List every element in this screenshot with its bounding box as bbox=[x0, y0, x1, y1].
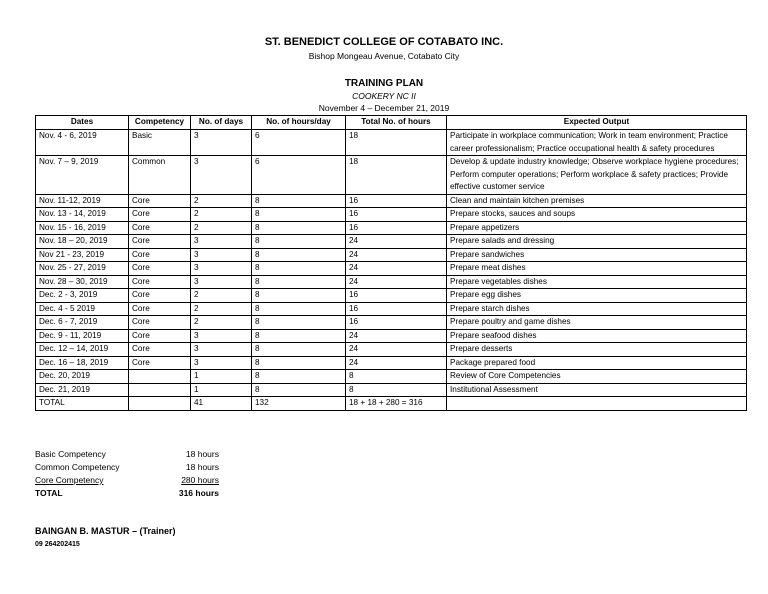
column-header-total-hours: Total No. of hours bbox=[346, 116, 447, 130]
table-row bbox=[36, 248, 747, 262]
days-cell: 1 bbox=[191, 383, 252, 397]
competency-cell: Core bbox=[129, 343, 191, 357]
table-row bbox=[36, 275, 747, 289]
date-cell: Dec. 12 – 14, 2019 bbox=[36, 343, 129, 357]
competency-cell: Core bbox=[129, 329, 191, 343]
total-hours-cell: 16 bbox=[346, 208, 447, 222]
days-cell: 3 bbox=[191, 343, 252, 357]
table-row bbox=[36, 130, 747, 156]
hours-per-day-cell: 8 bbox=[252, 329, 346, 343]
total-hours-cell: 24 bbox=[346, 329, 447, 343]
plan-period: November 4 – December 21, 2019 bbox=[318, 103, 450, 113]
plan-subtitle: COOKERY NC II bbox=[352, 91, 416, 101]
hours-per-day-cell: 8 bbox=[252, 316, 346, 330]
competency-cell: Core bbox=[129, 221, 191, 235]
table-row bbox=[36, 370, 747, 384]
date-cell: Dec. 9 - 11, 2019 bbox=[36, 329, 129, 343]
total-hours-cell: 24 bbox=[346, 262, 447, 276]
date-cell: Nov 21 - 23, 2019 bbox=[36, 248, 129, 262]
days-cell: 3 bbox=[191, 235, 252, 249]
hours-per-day-cell: 8 bbox=[252, 248, 346, 262]
date-cell: Dec. 6 - 7, 2019 bbox=[36, 316, 129, 330]
days-cell: 2 bbox=[191, 221, 252, 235]
hours-per-day-cell: 6 bbox=[252, 130, 346, 156]
table-row bbox=[36, 194, 747, 208]
hours-per-day-cell: 8 bbox=[252, 302, 346, 316]
summary-label: Core Competency bbox=[35, 475, 104, 485]
column-header-competency: Competency bbox=[129, 116, 191, 130]
expected-output-cell: Clean and maintain kitchen premises bbox=[447, 194, 747, 208]
days-cell: 3 bbox=[191, 262, 252, 276]
summary-value: 18 hours bbox=[185, 462, 219, 472]
total-hours-cell: 24 bbox=[346, 356, 447, 370]
summary-value: 18 hours bbox=[185, 449, 219, 459]
total-hours-cell: 16 bbox=[346, 194, 447, 208]
summary-label: Basic Competency bbox=[35, 449, 106, 459]
competency-cell bbox=[129, 370, 191, 384]
hours-per-day-cell: 6 bbox=[252, 156, 346, 195]
summary-label: Common Competency bbox=[35, 462, 120, 472]
competency-cell: Core bbox=[129, 302, 191, 316]
date-cell: Nov. 7 – 9, 2019 bbox=[36, 156, 129, 195]
days-cell: 41 bbox=[191, 397, 252, 411]
hours-per-day-cell: 8 bbox=[252, 262, 346, 276]
days-cell: 2 bbox=[191, 289, 252, 303]
table-row bbox=[36, 329, 747, 343]
competency-cell: Core bbox=[129, 356, 191, 370]
competency-cell: Core bbox=[129, 316, 191, 330]
column-header-days: No. of days bbox=[191, 116, 252, 130]
table-row bbox=[36, 235, 747, 249]
expected-output-cell: Prepare appetizers bbox=[447, 221, 747, 235]
summary-value: 280 hours bbox=[181, 475, 219, 485]
competency-cell: Core bbox=[129, 289, 191, 303]
days-cell: 3 bbox=[191, 356, 252, 370]
hours-per-day-cell: 8 bbox=[252, 194, 346, 208]
expected-output-cell bbox=[447, 397, 747, 411]
date-cell: Nov. 11-12, 2019 bbox=[36, 194, 129, 208]
total-hours-cell: 24 bbox=[346, 275, 447, 289]
competency-cell: Core bbox=[129, 275, 191, 289]
expected-output-cell: Participate in workplace communication; Work in team environment; Practice career professionalism; Practice occupational health & safety procedures bbox=[447, 130, 747, 156]
column-header-expected-output: Expected Output bbox=[447, 116, 747, 130]
days-cell: 3 bbox=[191, 156, 252, 195]
date-cell: Dec. 4 - 5 2019 bbox=[36, 302, 129, 316]
hours-per-day-cell: 8 bbox=[252, 383, 346, 397]
total-hours-cell: 18 + 18 + 280 = 316 bbox=[346, 397, 447, 411]
table-row bbox=[36, 156, 747, 195]
days-cell: 2 bbox=[191, 194, 252, 208]
date-cell: Dec. 2 - 3, 2019 bbox=[36, 289, 129, 303]
competency-cell: Common bbox=[129, 156, 191, 195]
table-row bbox=[36, 316, 747, 330]
expected-output-cell: Prepare egg dishes bbox=[447, 289, 747, 303]
summary-total-value: 316 hours bbox=[178, 488, 219, 498]
days-cell: 1 bbox=[191, 370, 252, 384]
total-hours-cell: 24 bbox=[346, 248, 447, 262]
column-header-dates: Dates bbox=[36, 116, 129, 130]
date-cell: Nov. 25 - 27, 2019 bbox=[36, 262, 129, 276]
total-hours-cell: 8 bbox=[346, 383, 447, 397]
hours-per-day-cell: 8 bbox=[252, 275, 346, 289]
table-header-row bbox=[36, 116, 747, 130]
days-cell: 2 bbox=[191, 316, 252, 330]
expected-output-cell: Package prepared food bbox=[447, 356, 747, 370]
table-row bbox=[36, 221, 747, 235]
total-hours-cell: 24 bbox=[346, 235, 447, 249]
column-header-hours-per-day: No. of hours/day bbox=[252, 116, 346, 130]
school-address: Bishop Mongeau Avenue, Cotabato City bbox=[308, 51, 460, 61]
expected-output-cell: Review of Core Competencies bbox=[447, 370, 747, 384]
expected-output-cell: Prepare stocks, sauces and soups bbox=[447, 208, 747, 222]
days-cell: 3 bbox=[191, 130, 252, 156]
competency-cell: Core bbox=[129, 194, 191, 208]
table-row bbox=[36, 383, 747, 397]
days-cell: 3 bbox=[191, 248, 252, 262]
total-hours-cell: 16 bbox=[346, 289, 447, 303]
total-hours-cell: 18 bbox=[346, 156, 447, 195]
days-cell: 2 bbox=[191, 208, 252, 222]
training-plan-table bbox=[35, 115, 747, 411]
date-cell: Nov. 28 – 30, 2019 bbox=[36, 275, 129, 289]
hours-per-day-cell: 8 bbox=[252, 343, 346, 357]
competency-cell: Core bbox=[129, 235, 191, 249]
expected-output-cell: Prepare sandwiches bbox=[447, 248, 747, 262]
date-cell: Nov. 18 – 20, 2019 bbox=[36, 235, 129, 249]
date-cell: Nov. 4 - 6, 2019 bbox=[36, 130, 129, 156]
table-row bbox=[36, 208, 747, 222]
days-cell: 3 bbox=[191, 329, 252, 343]
expected-output-cell: Prepare salads and dressing bbox=[447, 235, 747, 249]
hours-per-day-cell: 8 bbox=[252, 289, 346, 303]
expected-output-cell: Prepare seafood dishes bbox=[447, 329, 747, 343]
table-total-row bbox=[36, 397, 747, 411]
trainer-phone: 09 264202415 bbox=[35, 541, 80, 548]
competency-cell: Core bbox=[129, 262, 191, 276]
total-hours-cell: 16 bbox=[346, 316, 447, 330]
table-row bbox=[36, 289, 747, 303]
days-cell: 2 bbox=[191, 302, 252, 316]
competency-cell: Core bbox=[129, 248, 191, 262]
date-cell: Nov. 15 - 16, 2019 bbox=[36, 221, 129, 235]
hours-per-day-cell: 8 bbox=[252, 356, 346, 370]
trainer-name: BAINGAN B. MASTUR – (Trainer) bbox=[35, 526, 176, 536]
total-hours-cell: 16 bbox=[346, 221, 447, 235]
expected-output-cell: Prepare vegetables dishes bbox=[447, 275, 747, 289]
expected-output-cell: Prepare meat dishes bbox=[447, 262, 747, 276]
table-row bbox=[36, 356, 747, 370]
total-hours-cell: 24 bbox=[346, 343, 447, 357]
summary-total-label: TOTAL bbox=[35, 488, 63, 498]
hours-per-day-cell: 8 bbox=[252, 370, 346, 384]
hours-per-day-cell: 8 bbox=[252, 208, 346, 222]
expected-output-cell: Prepare poultry and game dishes bbox=[447, 316, 747, 330]
hours-per-day-cell: 8 bbox=[252, 221, 346, 235]
date-cell: Dec. 21, 2019 bbox=[36, 383, 129, 397]
total-hours-cell: 18 bbox=[346, 130, 447, 156]
competency-cell bbox=[129, 383, 191, 397]
expected-output-cell: Institutional Assessment bbox=[447, 383, 747, 397]
school-name: ST. BENEDICT COLLEGE OF COTABATO INC. bbox=[264, 36, 504, 48]
expected-output-cell: Develop & update industry knowledge; Observe workplace hygiene procedures; Perform computer operations; Perform workplace & safety practices; Provide effective customer service bbox=[447, 156, 747, 195]
plan-title: TRAINING PLAN bbox=[344, 78, 424, 89]
date-cell: Nov. 13 - 14, 2019 bbox=[36, 208, 129, 222]
competency-cell: Core bbox=[129, 208, 191, 222]
table-row bbox=[36, 262, 747, 276]
date-cell: Dec. 16 – 18, 2019 bbox=[36, 356, 129, 370]
table-row bbox=[36, 302, 747, 316]
total-hours-cell: 16 bbox=[346, 302, 447, 316]
table-row bbox=[36, 343, 747, 357]
hours-per-day-cell: 8 bbox=[252, 235, 346, 249]
competency-cell bbox=[129, 397, 191, 411]
expected-output-cell: Prepare desserts bbox=[447, 343, 747, 357]
hours-per-day-cell: 132 bbox=[252, 397, 346, 411]
total-hours-cell: 8 bbox=[346, 370, 447, 384]
date-cell: Dec. 20, 2019 bbox=[36, 370, 129, 384]
competency-cell: Basic bbox=[129, 130, 191, 156]
days-cell: 3 bbox=[191, 275, 252, 289]
expected-output-cell: Prepare starch dishes bbox=[447, 302, 747, 316]
date-cell: TOTAL bbox=[36, 397, 129, 411]
